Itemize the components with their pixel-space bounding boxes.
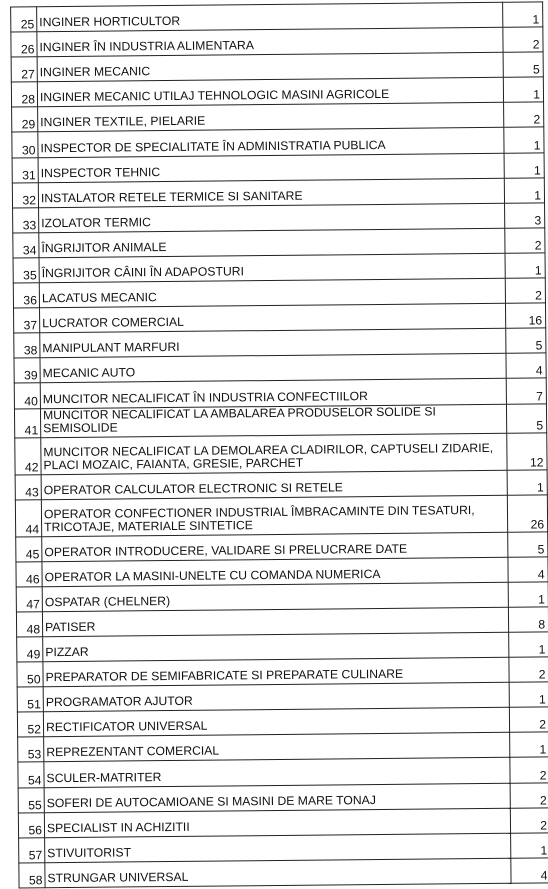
row-number-cell: 33 bbox=[13, 208, 39, 233]
occupation-name-cell: INGINER HORTICULTOR bbox=[37, 2, 503, 32]
vacancy-count-cell: 5 bbox=[503, 52, 543, 77]
vacancy-count-cell: 3 bbox=[505, 203, 545, 228]
vacancy-count-cell: 5 bbox=[506, 403, 546, 432]
row-number-cell: 44 bbox=[15, 499, 41, 536]
row-number-cell: 28 bbox=[11, 82, 37, 107]
vacancy-count-cell: 1 bbox=[509, 632, 548, 657]
vacancy-count-cell: 16 bbox=[505, 303, 545, 328]
row-number-cell: 52 bbox=[17, 712, 43, 737]
row-number-cell: 51 bbox=[17, 687, 43, 712]
vacancy-count-cell: 4 bbox=[506, 353, 546, 378]
vacancy-count-cell: 1 bbox=[509, 682, 548, 707]
row-number-cell: 58 bbox=[19, 863, 45, 888]
vacancy-count-cell: 2 bbox=[510, 757, 548, 782]
occupation-name-cell: MANIPULANT MARFURI bbox=[40, 328, 506, 358]
vacancy-count-cell: 2 bbox=[505, 278, 545, 303]
vacancy-count-cell: 5 bbox=[506, 328, 546, 353]
row-number-cell: 55 bbox=[18, 787, 44, 812]
occupation-name-cell: OPERATOR CONFECTIONER INDUSTRIAL ÎMBRACAMINTE DIN TESATURI, TRICOTAJE, MATERIALE SINTETICE bbox=[41, 495, 507, 536]
row-number-cell: 34 bbox=[13, 233, 39, 258]
row-number-cell: 56 bbox=[18, 812, 44, 837]
row-number-cell: 48 bbox=[16, 612, 42, 637]
occupation-name-cell: SCULER-MATRITER bbox=[44, 758, 510, 788]
row-number-cell: 50 bbox=[17, 662, 43, 687]
row-number-cell: 49 bbox=[17, 637, 43, 662]
occupation-name-cell: STIVUITORIST bbox=[45, 833, 511, 863]
row-number-cell: 47 bbox=[16, 587, 42, 612]
table-row bbox=[15, 432, 547, 474]
occupation-name-cell: OSPATAR (CHELNER) bbox=[42, 582, 508, 612]
table-row bbox=[19, 858, 548, 888]
occupations-table bbox=[10, 1, 548, 888]
vacancy-count-cell: 1 bbox=[504, 152, 544, 177]
occupation-name-cell: PATISER bbox=[42, 607, 508, 637]
vacancy-count-cell: 1 bbox=[503, 2, 543, 27]
occupation-name-cell: INGINER MECANIC bbox=[37, 52, 503, 82]
vacancy-count-cell: 5 bbox=[508, 531, 548, 556]
vacancy-count-cell: 8 bbox=[508, 607, 548, 632]
row-number-cell: 43 bbox=[15, 474, 41, 499]
vacancy-count-cell: 2 bbox=[505, 228, 545, 253]
vacancy-count-cell: 2 bbox=[510, 807, 548, 832]
vacancy-count-cell: 1 bbox=[504, 178, 544, 203]
vacancy-count-cell: 12 bbox=[507, 432, 547, 469]
vacancy-count-cell: 4 bbox=[511, 858, 548, 883]
occupation-name-cell: SOFERI DE AUTOCAMIOANE SI MASINI DE MARE TONAJ bbox=[44, 783, 510, 813]
vacancy-count-cell: 2 bbox=[503, 27, 543, 52]
occupation-name-cell: MUNCITOR NECALIFICAT LA DEMOLAREA CLADIRILOR, CAPTUSELI ZIDARIE, PLACI MOZAIC, FAIANTA, GRESIE, PARCHET bbox=[41, 433, 507, 474]
vacancy-count-cell: 1 bbox=[504, 127, 544, 152]
occupation-name-cell: INGINER MECANIC UTILAJ TEHNOLOGIC MASINI AGRICOLE bbox=[37, 78, 503, 108]
row-number-cell: 30 bbox=[12, 132, 38, 157]
row-number-cell: 37 bbox=[14, 308, 40, 333]
occupation-name-cell: MUNCITOR NECALIFICAT ÎN INDUSTRIA CONFECTIILOR bbox=[40, 379, 506, 409]
occupation-name-cell: INSPECTOR TEHNIC bbox=[38, 153, 504, 183]
vacancy-count-cell: 26 bbox=[507, 494, 547, 531]
row-number-cell: 29 bbox=[12, 107, 38, 132]
row-number-cell: 35 bbox=[13, 258, 39, 283]
vacancy-count-cell: 2 bbox=[504, 102, 544, 127]
vacancy-count-cell: 1 bbox=[507, 469, 547, 494]
occupation-name-cell: INGINER TEXTILE, PIELARIE bbox=[38, 103, 504, 133]
occupation-name-cell: ÎNGRIJITOR ANIMALE bbox=[39, 228, 505, 258]
occupation-name-cell: INSPECTOR DE SPECIALITATE ÎN ADMINISTRATIA PUBLICA bbox=[38, 128, 504, 158]
row-number-cell: 36 bbox=[13, 283, 39, 308]
vacancy-count-cell: 1 bbox=[505, 253, 545, 278]
row-number-cell: 32 bbox=[12, 182, 38, 207]
row-number-cell: 26 bbox=[11, 32, 37, 57]
occupation-name-cell: LACATUS MECANIC bbox=[39, 278, 505, 308]
row-number-cell: 40 bbox=[14, 383, 40, 408]
vacancy-count-cell: 4 bbox=[508, 557, 548, 582]
occupation-name-cell: RECTIFICATOR UNIVERSAL bbox=[43, 708, 509, 738]
vacancy-count-cell: 7 bbox=[506, 378, 546, 403]
row-number-cell: 25 bbox=[11, 7, 37, 32]
row-number-cell: 39 bbox=[14, 358, 40, 383]
row-number-cell: 57 bbox=[19, 837, 45, 862]
row-number-cell: 41 bbox=[14, 408, 40, 437]
occupation-name-cell: OPERATOR CALCULATOR ELECTRONIC SI RETELE bbox=[41, 470, 507, 500]
row-number-cell: 38 bbox=[14, 333, 40, 358]
table-row bbox=[15, 494, 547, 536]
occupation-name-cell: SPECIALIST IN ACHIZITII bbox=[44, 808, 510, 838]
row-number-cell: 46 bbox=[16, 561, 42, 586]
row-number-cell: 54 bbox=[18, 762, 44, 787]
vacancy-count-cell: 1 bbox=[511, 833, 548, 858]
occupation-name-cell: STRUNGAR UNIVERSAL bbox=[45, 858, 511, 888]
occupation-name-cell: IZOLATOR TERMIC bbox=[39, 203, 505, 233]
row-number-cell: 45 bbox=[16, 536, 42, 561]
occupation-name-cell: OPERATOR INTRODUCERE, VALIDARE SI PRELUCRARE DATE bbox=[42, 532, 508, 562]
occupation-name-cell: REPREZENTANT COMERCIAL bbox=[44, 733, 510, 763]
occupation-name-cell: PREPARATOR DE SEMIFABRICATE SI PREPARATE CULINARE bbox=[43, 657, 509, 687]
row-number-cell: 27 bbox=[11, 57, 37, 82]
occupation-name-cell: INSTALATOR RETELE TERMICE SI SANITARE bbox=[38, 178, 504, 208]
occupation-name-cell: OPERATOR LA MASINI-UNELTE CU COMANDA NUMERICA bbox=[42, 557, 508, 587]
occupation-name-cell: PROGRAMATOR AJUTOR bbox=[43, 682, 509, 712]
occupation-name-cell: MECANIC AUTO bbox=[40, 354, 506, 384]
occupation-name-cell: PIZZAR bbox=[43, 632, 509, 662]
occupation-name-cell: ÎNGRIJITOR CÂINI ÎN ADAPOSTURI bbox=[39, 253, 505, 283]
vacancy-count-cell: 1 bbox=[510, 732, 548, 757]
vacancy-count-cell: 1 bbox=[508, 582, 548, 607]
occupation-name-cell: LUCRATOR COMERCIAL bbox=[40, 303, 506, 333]
row-number-cell: 31 bbox=[12, 157, 38, 182]
vacancy-count-cell: 2 bbox=[510, 782, 548, 807]
row-number-cell: 42 bbox=[15, 437, 41, 474]
vacancy-count-cell: 2 bbox=[509, 707, 548, 732]
vacancy-count-cell: 1 bbox=[503, 77, 543, 102]
row-number-cell: 53 bbox=[18, 737, 44, 762]
occupation-name-cell: MUNCITOR NECALIFICAT LA AMBALAREA PRODUSELOR SOLIDE SI SEMISOLIDE bbox=[40, 404, 506, 437]
occupation-name-cell: INGINER ÎN INDUSTRIA ALIMENTARA bbox=[37, 27, 503, 57]
vacancy-count-cell: 2 bbox=[509, 657, 548, 682]
occupations-table-body bbox=[11, 2, 548, 888]
